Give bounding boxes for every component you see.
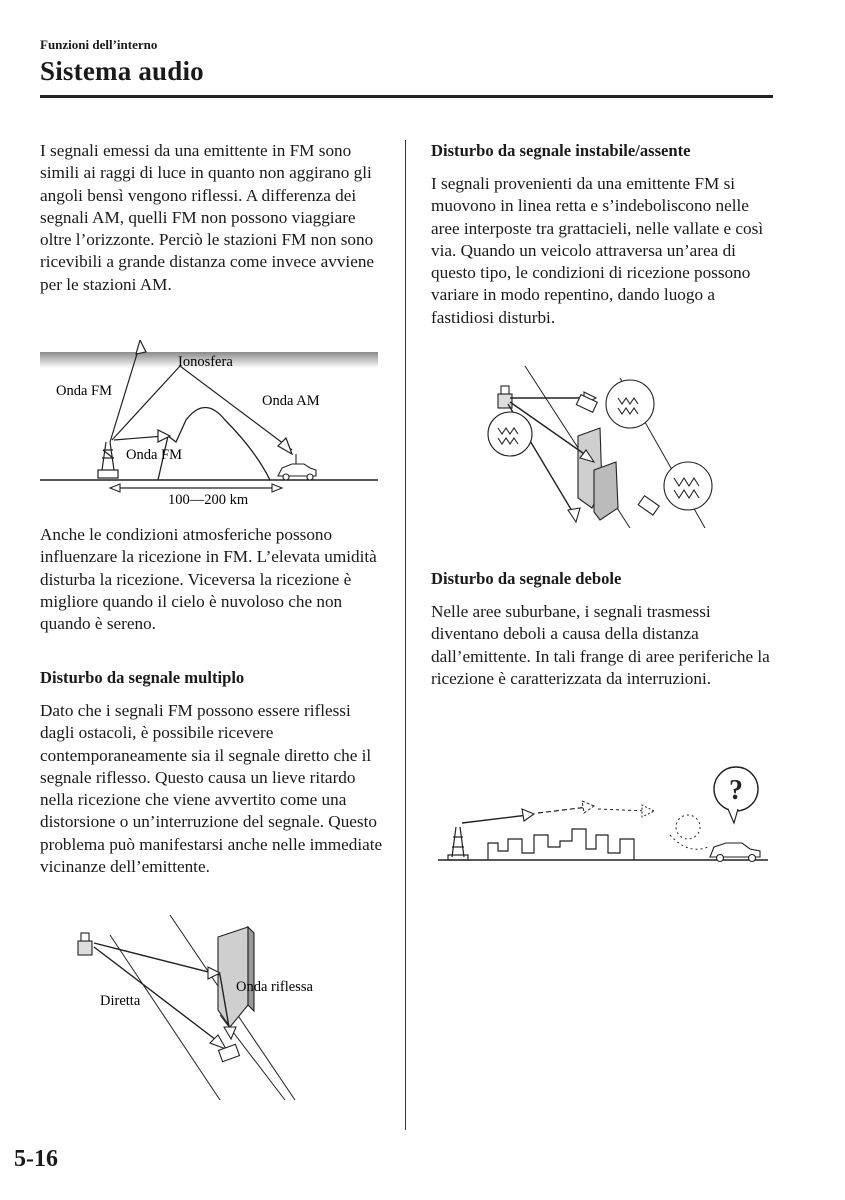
svg-text:?: ?	[729, 775, 743, 806]
label-fm-wave-low: Onda FM	[126, 447, 182, 463]
section-kicker: Funzioni dell’interno	[40, 37, 158, 52]
unstable-signal-figure	[480, 358, 720, 528]
signal-loss-burst	[676, 815, 700, 839]
label-distance: 100—200 km	[168, 492, 249, 508]
label-reflected: Onda riflessa	[236, 979, 313, 995]
arrowhead-2	[568, 508, 580, 522]
page-number: 5-16	[14, 1146, 58, 1172]
arrowhead-low	[158, 430, 170, 442]
label-ionosphere: Ionosfera	[178, 354, 233, 370]
wave-segment-1	[462, 815, 528, 823]
transmitter-tower-icon	[98, 442, 118, 478]
building-icon	[218, 927, 254, 1027]
transmitter-tower-icon	[448, 827, 468, 860]
multipath-heading: Disturbo da segnale multiplo	[40, 668, 245, 687]
label-direct: Diretta	[100, 993, 141, 1009]
arrowhead-up	[136, 340, 146, 354]
title-rule	[40, 95, 773, 98]
weak-signal-figure	[438, 765, 770, 865]
unstable-heading: Disturbo da segnale instabile/assente	[431, 141, 691, 160]
wave-segment-2	[538, 807, 588, 813]
propagation-figure	[40, 340, 380, 510]
transmitter-tower-icon	[498, 386, 512, 408]
weak-paragraph: Nelle aree suburbane, i segnali trasmessi diventano deboli a causa della distanza dall’emittente. In tali frange di aree periferiche la ricezione è caratterizzata da interruzioni.	[431, 602, 770, 688]
car-icon	[710, 843, 760, 862]
label-am-wave: Onda AM	[262, 393, 320, 409]
weather-paragraph: Anche le condizioni atmosferiche possono influenzare la ricezione in FM. L’elevata umidità disturba la ricezione. Viceversa la ricezione è migliore quando il cielo è nuvoloso che non quando è sereno.	[40, 525, 377, 634]
intro-paragraph: I segnali emessi da una emittente in FM sono simili ai raggi di luce in quanto non aggirano gli angoli bensì vengono riflessi. A differenza dei segnali AM, quelli FM non possono viaggiare oltre l’orizzonte. Perciò le stazioni FM non sono ricevibili a grande distanza come invece avviene per le stazioni AM.	[40, 141, 375, 294]
car-icon	[278, 454, 316, 480]
mountain-outline	[158, 408, 270, 481]
multipath-figure	[70, 915, 370, 1100]
transmitter-tower-icon	[78, 933, 92, 955]
question-bubble-icon	[714, 767, 758, 823]
buildings-icon	[578, 428, 618, 520]
column-divider	[405, 140, 406, 1130]
reflected-wave	[94, 943, 230, 1033]
city-skyline	[488, 829, 634, 860]
road-edge-left	[110, 935, 220, 1100]
unstable-paragraph: I segnali provenienti da una emittente FM si muovono in linea retta e s’indeboliscono nelle aree interposte tra grattacieli, nelle vallate e così via. Quando un veicolo attraversa un’area di questo tipo, le condizioni di ricezione possono variare in modo repentino, dando luogo a fastidiosi disturbi.	[431, 174, 764, 327]
distance-arrow-right	[272, 484, 282, 492]
page-title: Sistema audio	[40, 56, 204, 86]
weak-heading: Disturbo da segnale debole	[431, 569, 622, 588]
wave-segment-3	[598, 809, 648, 811]
distance-arrow-left	[110, 484, 120, 492]
multipath-paragraph: Dato che i segnali FM possono essere riflessi dagli ostacoli, è possibile ricevere contemporaneamente sia il segnale diretto che il segnale riflesso. Questo causa un lieve ritardo nella ricezione che viene avvertito come una distorsione o un’interruzione del segnale. Questo problema può manifestarsi anche nelle immediate vicinanze dell’emittente.	[40, 701, 383, 877]
fm-wave-low	[114, 436, 164, 440]
label-fm-wave-top: Onda FM	[56, 383, 112, 399]
